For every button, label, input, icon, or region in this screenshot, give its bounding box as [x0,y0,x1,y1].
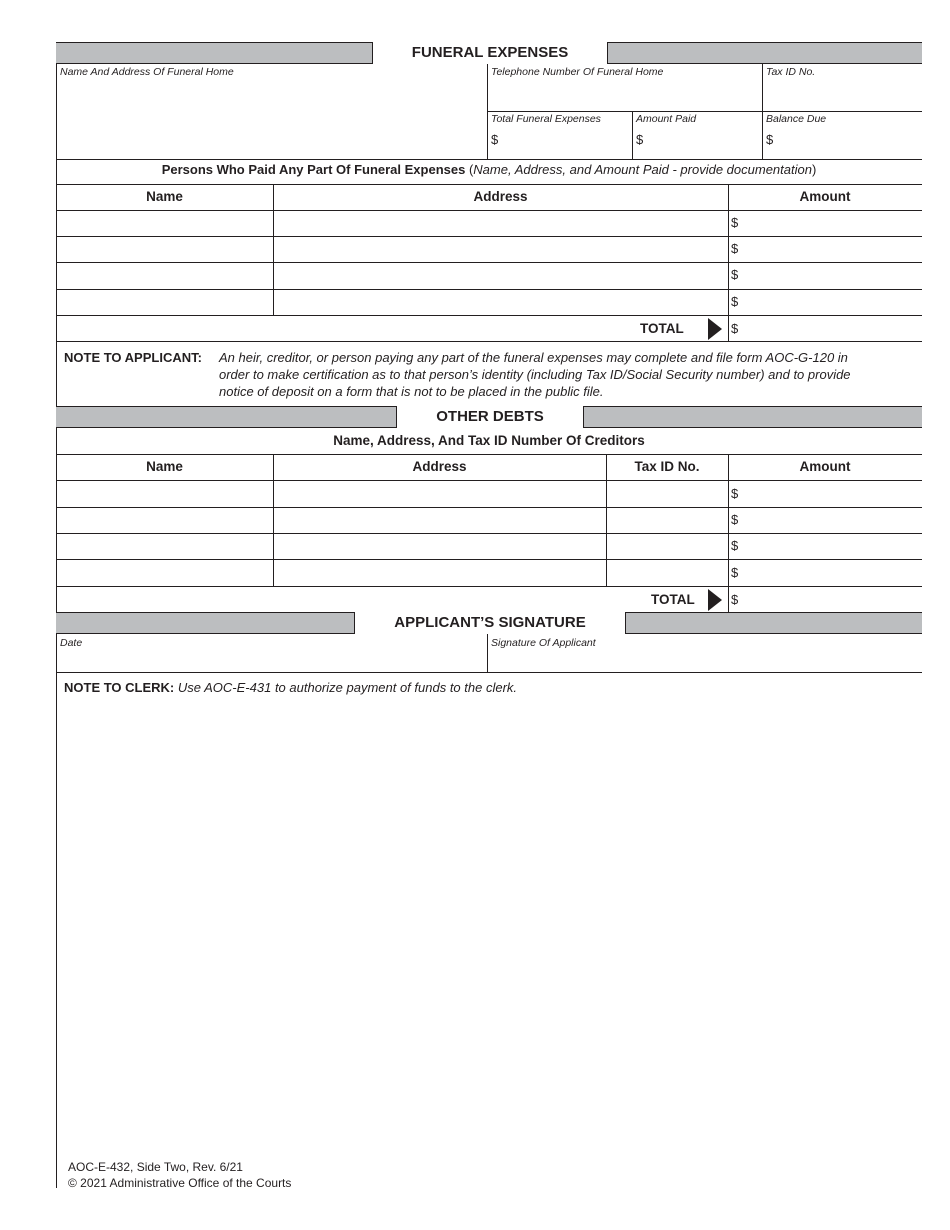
debt-amount-currency: $ [731,486,739,501]
payers-col-amount: Amount [799,189,851,204]
debts-col-name: Name [146,459,183,474]
table-row[interactable] [57,263,922,288]
table-row[interactable] [57,211,922,236]
debts-total-currency: $ [731,592,739,607]
payers-total-arrow-icon [708,318,722,340]
funeral-home-name-label: Name And Address Of Funeral Home [60,66,234,78]
amount-paid-label: Amount Paid [636,113,697,125]
signature-section-title: APPLICANT’S SIGNATURE [354,612,626,634]
debts-total-arrow-icon [708,589,722,611]
debt-amount-currency: $ [731,565,739,580]
balance-due-label: Balance Due [766,113,827,125]
payers-heading-close: ) [811,162,817,177]
payer-amount-currency: $ [731,267,739,282]
payers-heading-bold: Persons Who Paid Any Part Of Funeral Expenses [161,162,466,177]
total-funeral-expenses-field[interactable] [500,128,630,156]
funeral-phone-field[interactable] [488,78,761,110]
balance-due-field[interactable] [775,128,920,156]
signature-section-bar [56,612,922,634]
amount-paid-field[interactable] [645,128,760,156]
note-to-clerk-text: Use AOC-E-431 to authorize payment of funds to the clerk. [177,680,518,695]
debts-total-label: TOTAL [651,592,695,607]
copyright: © 2021 Administrative Office of the Courts [68,1176,292,1190]
table-row[interactable] [57,481,922,507]
payers-col-address: Address [473,189,528,204]
funeral-home-name-field[interactable] [57,78,486,158]
note-to-clerk [64,679,517,696]
payers-total-label: TOTAL [640,321,684,336]
note-to-clerk-label: NOTE TO CLERK: [64,680,175,695]
debts-total-field[interactable] [740,587,920,611]
debts-col-address: Address [412,459,467,474]
funeral-tax-id-field[interactable] [763,78,922,110]
signature-field[interactable] [488,649,920,671]
note-to-applicant-label: NOTE TO APPLICANT: [64,350,202,365]
table-row[interactable] [57,508,922,533]
funeral-section-title: FUNERAL EXPENSES [372,42,608,64]
debts-col-taxid: Tax ID No. [634,459,700,474]
note-to-applicant-line2: order to make certification as to that person’s identity (including Tax ID/Social Security number) and to provide [219,367,851,382]
amount-paid-currency: $ [636,132,644,147]
form-id: AOC-E-432, Side Two, Rev. 6/21 [68,1160,243,1174]
payers-total-field[interactable] [740,316,920,340]
payer-amount-currency: $ [731,241,739,256]
note-to-applicant-line1: An heir, creditor, or person paying any part of the funeral expenses may complete and file form AOC-G-120 in [219,350,848,365]
total-funeral-expenses-currency: $ [491,132,499,147]
signature-of-applicant-label: Signature Of Applicant [491,637,596,649]
debts-section-title: OTHER DEBTS [396,406,584,428]
debts-subheading: Name, Address, And Tax ID Number Of Creditors [333,433,645,448]
note-to-applicant-line3: notice of deposit on a form that is not to be placed in the public file. [219,384,604,399]
payers-col-name: Name [146,189,183,204]
payers-heading-open: ( [465,162,474,177]
payers-total-currency: $ [731,321,739,336]
payers-heading [56,162,922,177]
payers-heading-italic: Name, Address, and Amount Paid - provide documentation [473,162,812,177]
debts-col-amount: Amount [799,459,851,474]
debt-amount-currency: $ [731,538,739,553]
funeral-section-bar [56,42,922,64]
table-row[interactable] [57,237,922,262]
table-row[interactable] [57,560,922,586]
debt-amount-currency: $ [731,512,739,527]
table-row[interactable] [57,290,922,315]
balance-due-currency: $ [766,132,774,147]
total-funeral-expenses-label: Total Funeral Expenses [491,113,601,125]
date-field[interactable] [57,649,486,671]
table-row[interactable] [57,534,922,559]
payer-amount-currency: $ [731,215,739,230]
funeral-phone-label: Telephone Number Of Funeral Home [491,66,664,78]
payer-amount-currency: $ [731,294,739,309]
debts-section-bar [56,406,922,428]
funeral-tax-id-label: Tax ID No. [766,66,816,78]
date-label: Date [60,637,83,649]
